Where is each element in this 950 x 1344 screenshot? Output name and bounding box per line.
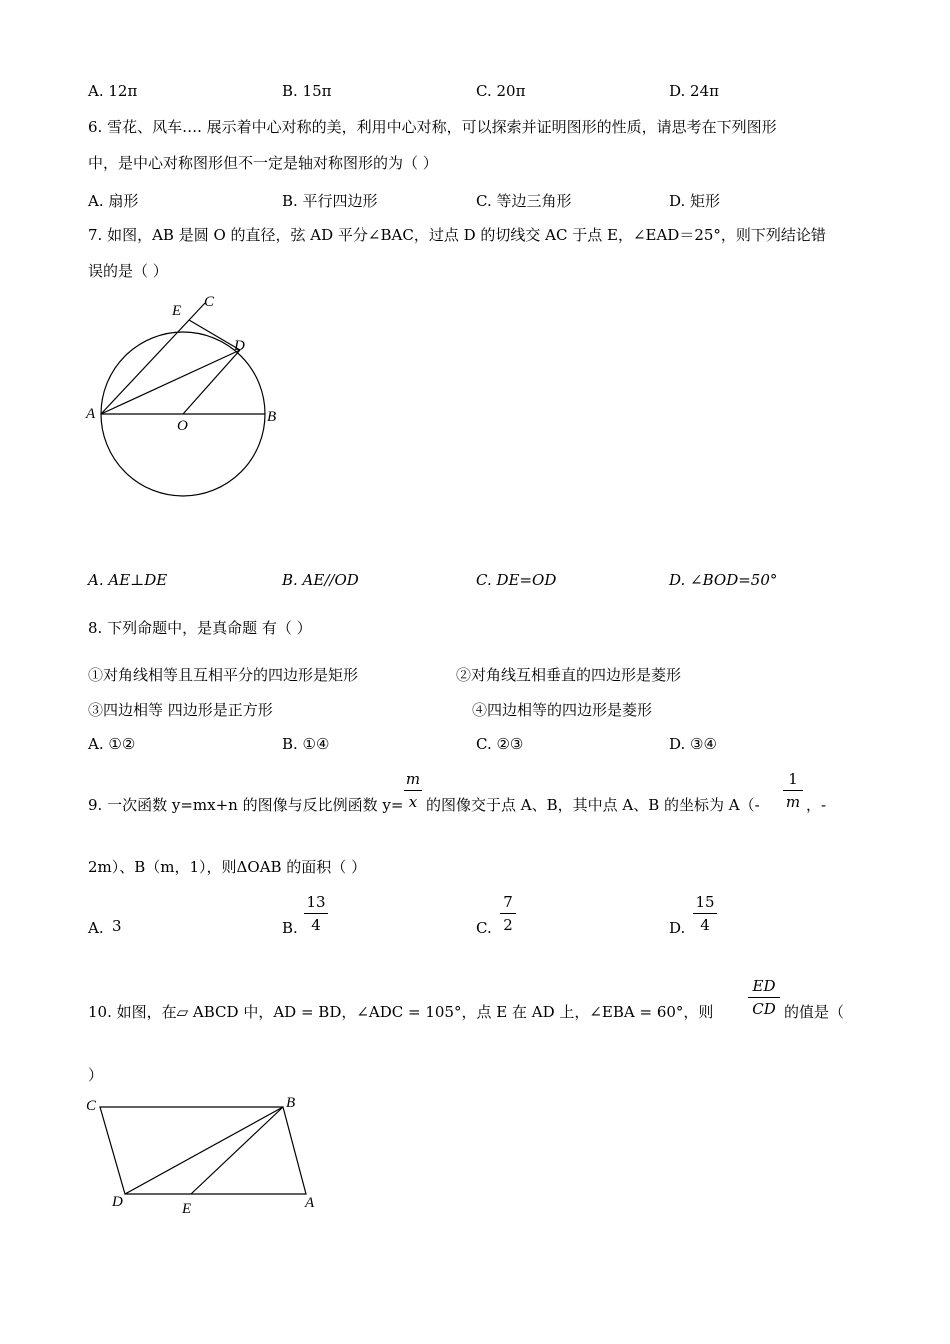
label-b: B <box>267 409 277 425</box>
q5-option-b[interactable]: B. 15π <box>282 82 332 100</box>
fraction-denominator: CD <box>752 1000 776 1018</box>
q6-option-d[interactable]: D. 矩形 <box>669 192 721 210</box>
option-label: B. <box>282 919 298 937</box>
q6-option-c[interactable]: C. 等边三角形 <box>476 192 572 210</box>
fraction-numerator: m <box>405 770 421 788</box>
q7-option-b[interactable]: B. AE//OD <box>282 571 359 589</box>
option-fraction <box>500 893 516 934</box>
fraction-bar <box>304 913 328 914</box>
label-e: E <box>182 1201 192 1217</box>
q9-fraction-1-over-m <box>783 770 803 811</box>
q5-option-d[interactable]: D. 24π <box>669 82 719 100</box>
option-value: 3 <box>112 917 122 935</box>
option-fraction <box>304 893 328 934</box>
fraction-bar <box>693 913 717 914</box>
q6-option-b[interactable]: B. 平行四边形 <box>282 192 378 210</box>
label-b: B <box>286 1095 296 1111</box>
q9-fraction-m-over-x <box>404 770 422 811</box>
option-label: A. <box>88 919 104 937</box>
q7-circle-figure <box>80 290 300 502</box>
q8-stem: 8. 下列命题中，是真命题 有（ ） <box>88 619 312 637</box>
q7-stem-line1: 7. 如图，AB 是圆 O 的直径，弦 AD 平分∠BAC，过点 D 的切线交 AC 于点 E，∠EAD＝25°，则下列结论错 <box>88 226 826 244</box>
q10-stem-part2: 的值是（ <box>784 1003 845 1021</box>
q10-fraction-ed-over-cd <box>748 977 780 1018</box>
q9-stem-part1: 9. 一次函数 y=mx+n 的图像与反比例函数 y= <box>88 796 404 814</box>
q6-option-a[interactable]: A. 扇形 <box>88 192 139 210</box>
q7-option-c[interactable]: C. DE=OD <box>476 571 557 589</box>
fraction-denominator: 4 <box>311 916 321 934</box>
fraction-denominator: 4 <box>700 916 710 934</box>
fraction-numerator: 1 <box>788 770 798 788</box>
option-label: C. <box>476 919 492 937</box>
label-o: O <box>177 418 188 434</box>
label-a: A <box>86 406 96 422</box>
q10-parallelogram-figure <box>80 1090 330 1220</box>
q8-statement-4: ④四边相等的四边形是菱形 <box>472 701 653 719</box>
q9-stem-part2: 的图像交于点 A、B，其中点 A、B 的坐标为 A（- <box>426 796 760 814</box>
fraction-denominator: x <box>408 793 418 811</box>
q8-option-c[interactable]: C. ②③ <box>476 735 524 753</box>
label-d: D <box>234 338 245 354</box>
q8-option-d[interactable]: D. ③④ <box>669 735 717 753</box>
fraction-bar <box>783 790 803 791</box>
fraction-denominator: m <box>785 793 801 811</box>
q7-option-d[interactable]: D. ∠BOD=50° <box>669 571 778 589</box>
label-c: C <box>86 1098 97 1114</box>
q10-stem-part1: 10. 如图，在▱ ABCD 中，AD = BD，∠ADC = 105°，点 E 在 AD 上，∠EBA = 60°，则 <box>88 1003 714 1021</box>
fraction-numerator: 7 <box>503 893 513 911</box>
fraction-numerator: 13 <box>306 893 326 911</box>
label-d: D <box>112 1194 123 1210</box>
fraction-denominator: 2 <box>503 916 513 934</box>
q8-statement-1: ①对角线相等且互相平分的四边形是矩形 <box>88 666 359 684</box>
q8-statement-3: ③四边相等 四边形是正方形 <box>88 701 273 719</box>
tangent-de <box>189 320 240 350</box>
q9-stem-part3: ，- <box>806 796 827 814</box>
q5-option-c[interactable]: C. 20π <box>476 82 526 100</box>
q6-stem-line2: 中，是中心对称图形但不一定是轴对称图形的为（ ） <box>88 154 438 172</box>
q6-stem-line1: 6. 雪花、风车…. 展示着中心对称的美，利用中心对称，可以探索并证明图形的性质，请思考在下列图形 <box>88 118 777 136</box>
option-fraction <box>693 893 717 934</box>
q9-stem-line2: 2m）、B（m，1），则ΔOAB 的面积（ ） <box>88 858 367 876</box>
fraction-numerator: 15 <box>695 893 715 911</box>
label-e: E <box>172 303 182 319</box>
q8-statement-2: ②对角线互相垂直的四边形是菱形 <box>456 666 682 684</box>
q10-stem-line2: ） <box>88 1066 104 1084</box>
fraction-bar <box>748 997 780 998</box>
q8-option-a[interactable]: A. ①② <box>88 735 136 753</box>
q8-option-b[interactable]: B. ①④ <box>282 735 330 753</box>
radius-od <box>183 350 240 414</box>
option-label: D. <box>669 919 686 937</box>
q5-option-a[interactable]: A. 12π <box>88 82 138 100</box>
q7-stem-line2: 误的是（ ） <box>88 262 168 280</box>
fraction-numerator: ED <box>752 977 776 995</box>
q7-option-a[interactable]: A. AE⊥DE <box>88 571 168 589</box>
fraction-bar <box>404 790 422 791</box>
fraction-bar <box>500 913 516 914</box>
label-a: A <box>305 1195 315 1211</box>
label-c: C <box>204 294 215 310</box>
